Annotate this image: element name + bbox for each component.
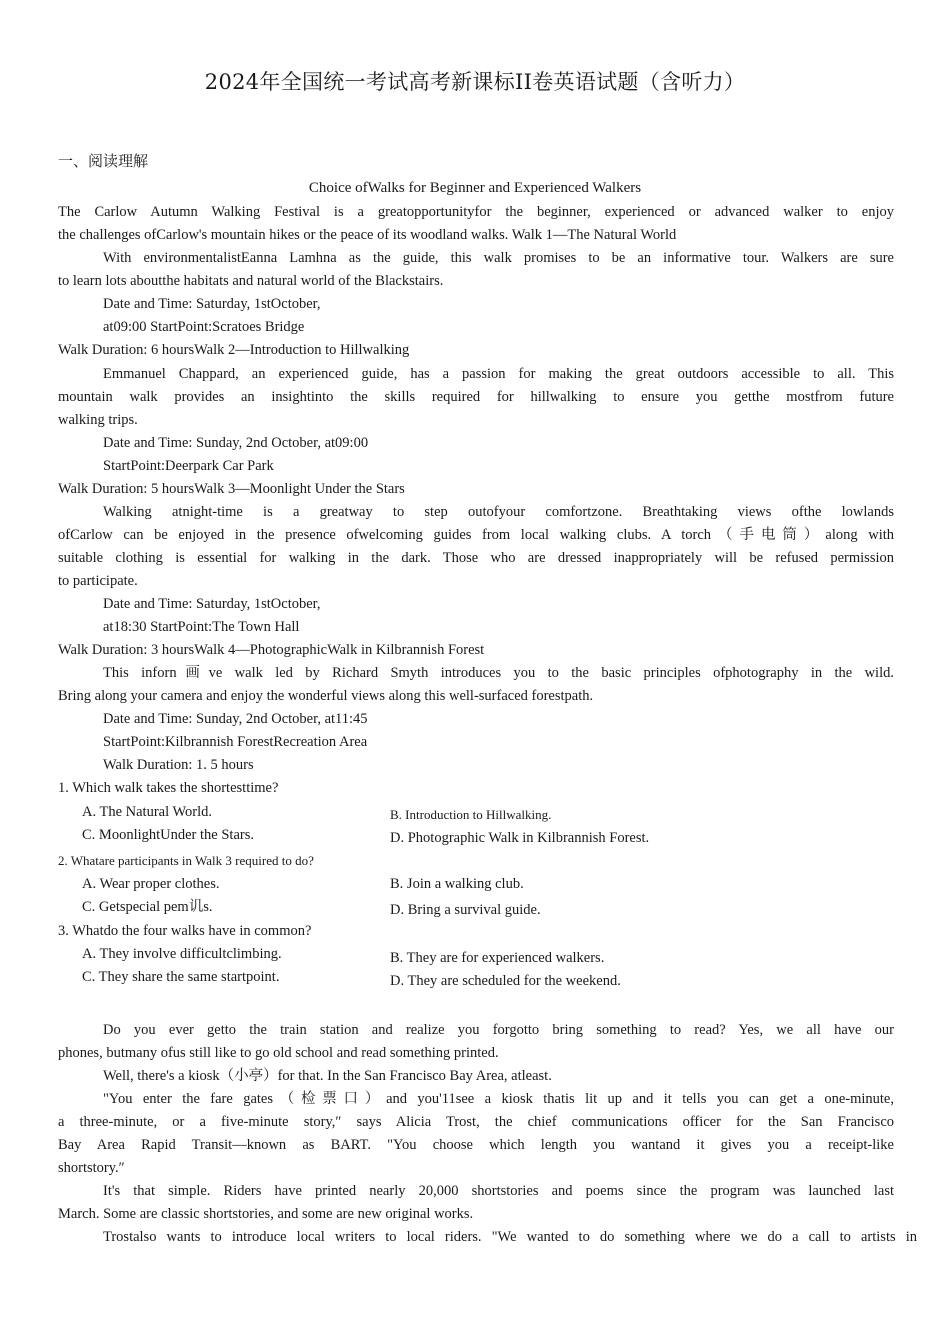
question-2-option-c: C. Getspecial pem讥s. — [82, 899, 213, 915]
passage-a-line: Walk Duration: 3 hoursWalk 4—PhotographicWalk in Kilbrannish Forest — [58, 642, 485, 658]
passage-b-line: It's that simple. Riders have printed nearly 20,000 shortstories and poems since the program was launched last — [103, 1183, 894, 1199]
passage-a-line: Date and Time: Saturday, 1stOctober, — [103, 596, 321, 612]
question-3-stem: 3. Whatdo the four walks have in common? — [58, 923, 312, 939]
passage-a-line: Bring along your camera and enjoy the wonderful views along this well-surfaced forestpath. — [58, 688, 594, 704]
passage-b-line: Trostalso wants to introduce local writers to local riders. "We wanted to do something where we do a call to artists in — [103, 1229, 917, 1245]
question-1-option-c: C. MoonlightUnder the Stars. — [82, 827, 254, 843]
question-2-stem: 2. Whatare participants in Walk 3 required to do? — [58, 853, 314, 868]
passage-b-line: March. Some are classic shortstories, and some are new original works. — [58, 1206, 474, 1222]
passage-a-line: to learn lots aboutthe habitats and natural world of the Blackstairs. — [58, 273, 444, 289]
question-1-option-d: D. Photographic Walk in Kilbrannish Forest. — [390, 830, 650, 846]
question-2-option-b: B. Join a walking club. — [390, 876, 524, 892]
question-1-option-a: A. The Natural World. — [82, 804, 212, 820]
passage-a-line: Date and Time: Sunday, 2nd October, at11:45 — [103, 711, 368, 727]
passage-a-line: Walk Duration: 1. 5 hours — [103, 757, 254, 773]
passage-b-line: phones, butmany ofus still like to go old school and read something printed. — [58, 1045, 499, 1061]
passage-a-line: StartPoint:Kilbrannish ForestRecreation Area — [103, 734, 368, 750]
passage-a-line: Walking atnight-time is a greatway to step outofyour comfortzone. Breathtaking views ofthe lowlands — [103, 504, 894, 520]
passage-b-line: Well, there's a kiosk（小亭）for that. In the San Francisco Bay Area, atleast. — [103, 1068, 552, 1084]
passage-a-line: the challenges ofCarlow's mountain hikes or the peace of its woodland walks. Walk 1—The Natural World — [58, 227, 677, 243]
passage-a-line: at09:00 StartPoint:Scratoes Bridge — [103, 319, 305, 335]
passage-b-line: Do you ever getto the train station and realize you forgotto bring something to read? Yes, we all have our — [103, 1022, 894, 1038]
passage-a-line: This inforn画ve walk led by Richard Smyth introduces you to the basic principles ofphotography in the wild. — [103, 665, 894, 681]
question-3-option-c: C. They share the same startpoint. — [82, 969, 280, 985]
passage-a-line: Walk Duration: 5 hoursWalk 3—Moonlight Under the Stars — [58, 481, 405, 497]
passage-b-line: "You enter the fare gates（检票口）and you'11see a kiosk thatis lit up and it tells you can get a one-minute, — [103, 1091, 894, 1107]
passage-a-line: at18:30 StartPoint:The Town Hall — [103, 619, 300, 635]
passage-a-line: Walk Duration: 6 hoursWalk 2—Introduction to Hillwalking — [58, 342, 410, 358]
section-heading: 一、阅读理解 — [58, 152, 149, 170]
passage-a-title: Choice ofWalks for Beginner and Experienced Walkers — [308, 180, 642, 196]
passage-a-line: With environmentalistEanna Lamhna as the guide, this walk promises to be an informative tour. Walkers are sure — [103, 250, 894, 266]
passage-a-line: The Carlow Autumn Walking Festival is a greatopportunityfor the beginner, experienced or advanced walker to enjoy — [58, 204, 894, 220]
passage-a-line: suitable clothing is essential for walking in the dark. Those who are dressed inappropriately will be refused permission — [58, 550, 894, 566]
question-3-option-a: A. They involve difficultclimbing. — [82, 946, 282, 962]
passage-b-line: Bay Area Rapid Transit—known as BART. "You choose which length you wantand it gives you a receipt-like — [58, 1137, 894, 1153]
passage-a-line: StartPoint:Deerpark Car Park — [103, 458, 274, 474]
passage-a-line: Emmanuel Chappard, an experienced guide, has a passion for making the great outdoors accessible to all. This — [103, 366, 894, 382]
question-3-option-d: D. They are scheduled for the weekend. — [390, 973, 621, 989]
passage-a-line: ofCarlow can be enjoyed in the presence ofwelcoming guides from local walking clubs. A torch（手电筒）along with — [58, 527, 894, 543]
question-1-option-b: B. Introduction to Hillwalking. — [390, 807, 552, 822]
question-2-option-a: A. Wear proper clothes. — [82, 876, 220, 892]
question-2-option-d: D. Bring a survival guide. — [390, 902, 541, 918]
passage-a-line: walking trips. — [58, 412, 138, 428]
passage-a-line: mountain walk provides an insightinto the skills required for hillwalking to ensure you getthe mostfrom future — [58, 389, 894, 405]
question-1-stem: 1. Which walk takes the shortesttime? — [58, 780, 279, 796]
passage-a-line: to participate. — [58, 573, 138, 589]
passage-b-line: shortstory.″ — [58, 1160, 125, 1176]
exam-title: 2024年全国统一考试高考新课标II卷英语试题（含听力） — [204, 70, 746, 94]
question-3-option-b: B. They are for experienced walkers. — [390, 950, 605, 966]
passage-a-line: Date and Time: Saturday, 1stOctober, — [103, 296, 321, 312]
passage-a-line: Date and Time: Sunday, 2nd October, at09:00 — [103, 435, 369, 451]
passage-b-line: a three-minute, or a five-minute story,″ says Alicia Trost, the chief communications officer for the San Francisco — [58, 1114, 894, 1130]
